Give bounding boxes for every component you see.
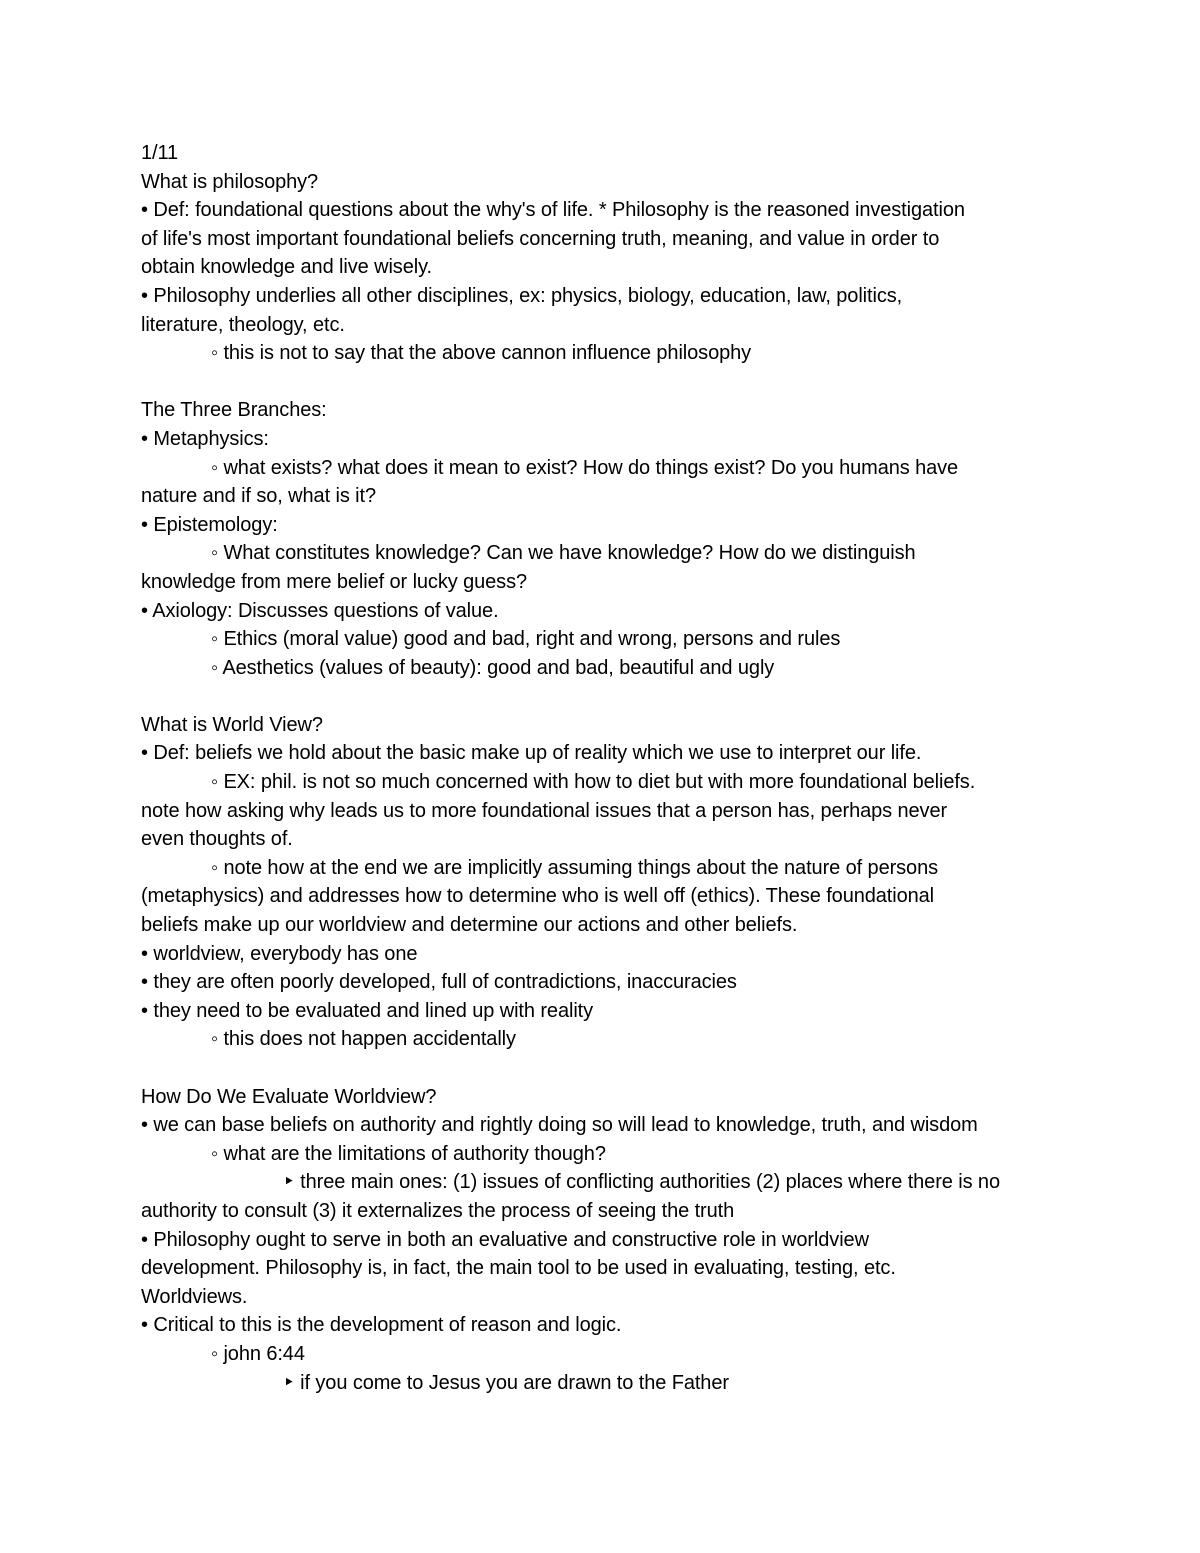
- sub-bullet-line: ◦ what exists? what does it mean to exist? How do things exist? Do you humans have: [211, 456, 959, 479]
- sub-sub-bullet-line: ‣ three main ones: (1) issues of conflicting authorities (2) places where there is no: [283, 1171, 1000, 1194]
- bullet-line: • Epistemology:: [141, 513, 278, 536]
- bullet-line: • Critical to this is the development of reason and logic.: [141, 1314, 622, 1337]
- spacer: [141, 682, 1071, 711]
- sub-bullet-line: ◦ note how at the end we are implicitly assuming things about the nature of persons: [211, 856, 938, 879]
- sub-bullet-line: ◦ what are the limitations of authority though?: [211, 1142, 606, 1165]
- section-heading-philosophy: What is philosophy?: [141, 170, 319, 193]
- date-line: 1/11: [141, 142, 179, 164]
- sub-sub-bullet-line: ‣ if you come to Jesus you are drawn to the Father: [283, 1371, 729, 1394]
- bullet-line: • they are often poorly developed, full of contradictions, inaccuracies: [141, 971, 737, 994]
- continuation-line: beliefs make up our worldview and determine our actions and other beliefs.: [141, 914, 798, 937]
- continuation-line: literature, theology, etc.: [141, 313, 345, 336]
- sub-bullet-line: ◦ Ethics (moral value) good and bad, right and wrong, persons and rules: [211, 628, 841, 651]
- sub-bullet-line: ◦ What constitutes knowledge? Can we have knowledge? How do we distinguish: [211, 542, 916, 565]
- continuation-line: note how asking why leads us to more foundational issues that a person has, perhaps never: [141, 799, 948, 822]
- bullet-line: • Def: foundational questions about the why's of life. * Philosophy is the reasoned investigation: [141, 199, 965, 222]
- continuation-line: authority to consult (3) it externalizes the process of seeing the truth: [141, 1199, 735, 1222]
- continuation-line: nature and if so, what is it?: [141, 485, 377, 508]
- notes-page: [141, 139, 1071, 1397]
- sub-bullet-line: ◦ this is not to say that the above cannon influence philosophy: [211, 342, 752, 365]
- spacer: [141, 368, 1071, 397]
- continuation-line: Worldviews.: [141, 1285, 248, 1308]
- bullet-line: • they need to be evaluated and lined up with reality: [141, 999, 594, 1022]
- continuation-line: even thoughts of.: [141, 828, 293, 851]
- section-heading-worldview: What is World View?: [141, 713, 323, 736]
- bullet-line: • Philosophy ought to serve in both an evaluative and constructive role in worldview: [141, 1228, 869, 1251]
- bullet-line: • worldview, everybody has one: [141, 942, 418, 965]
- continuation-line: (metaphysics) and addresses how to determine who is well off (ethics). These foundational: [141, 885, 934, 908]
- continuation-line: development. Philosophy is, in fact, the main tool to be used in evaluating, testing, etc.: [141, 1257, 896, 1280]
- sub-bullet-line: ◦ this does not happen accidentally: [211, 1028, 516, 1051]
- bullet-line: • Metaphysics:: [141, 427, 269, 450]
- sub-bullet-line: ◦ john 6:44: [211, 1342, 305, 1365]
- section-heading-branches: The Three Branches:: [141, 399, 327, 422]
- continuation-line: obtain knowledge and live wisely.: [141, 256, 432, 279]
- bullet-line: • we can base beliefs on authority and rightly doing so will lead to knowledge, truth, and wisdom: [141, 1114, 978, 1137]
- bullet-line: • Def: beliefs we hold about the basic make up of reality which we use to interpret our life.: [141, 742, 922, 765]
- spacer: [141, 1054, 1071, 1083]
- bullet-line: • Philosophy underlies all other disciplines, ex: physics, biology, education, law, politics,: [141, 284, 903, 307]
- sub-bullet-line: ◦ EX: phil. is not so much concerned with how to diet but with more foundational beliefs.: [211, 771, 976, 794]
- sub-bullet-line: ◦ Aesthetics (values of beauty): good and bad, beautiful and ugly: [211, 656, 775, 679]
- section-heading-evaluate: How Do We Evaluate Worldview?: [141, 1085, 437, 1108]
- continuation-line: knowledge from mere belief or lucky guess?: [141, 570, 527, 593]
- bullet-line: • Axiology: Discusses questions of value.: [141, 599, 499, 622]
- continuation-line: of life's most important foundational beliefs concerning truth, meaning, and value in order to: [141, 227, 940, 250]
